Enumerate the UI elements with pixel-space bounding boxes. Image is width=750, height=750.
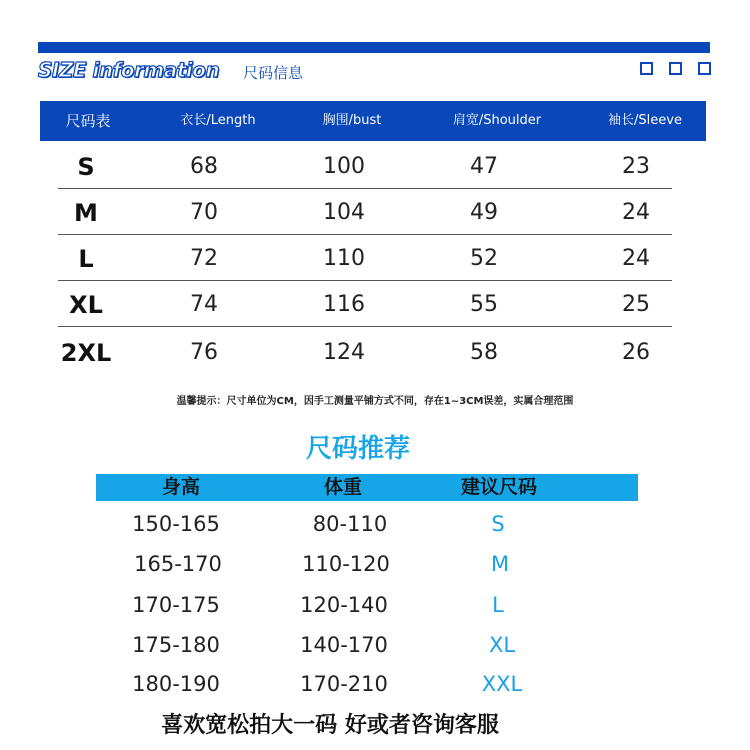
recommend-row <box>96 544 638 584</box>
recommended-size: XL <box>488 633 516 657</box>
size-label: S <box>77 153 95 181</box>
length-value: 70 <box>190 200 218 225</box>
size-information-subtitle: 尺码信息 <box>243 64 304 82</box>
top-accent-bar <box>38 42 710 53</box>
recommended-size: M <box>490 552 510 576</box>
square-icon <box>640 62 653 75</box>
shoulder-value: 47 <box>470 154 498 179</box>
sleeve-value: 26 <box>622 340 650 365</box>
bust-value: 124 <box>323 340 365 365</box>
height-range: 175-180 <box>132 633 220 657</box>
sleeve-value: 24 <box>622 200 650 225</box>
bust-value: 110 <box>323 246 365 271</box>
size-label: L <box>78 245 94 273</box>
table-row <box>58 282 672 328</box>
recommend-row <box>96 585 638 625</box>
height-range: 170-175 <box>132 593 220 617</box>
size-information-logo: SIZE information <box>38 58 220 82</box>
sleeve-value: 24 <box>622 246 650 271</box>
length-value: 74 <box>190 292 218 317</box>
col-header-shoulder: 肩宽/Shoulder <box>452 113 542 128</box>
table-row <box>58 144 672 190</box>
recommend-row <box>96 625 638 665</box>
shoulder-value: 52 <box>470 246 498 271</box>
col-header-weight: 体重 <box>323 476 362 498</box>
shoulder-value: 58 <box>470 340 498 365</box>
sleeve-value: 25 <box>622 292 650 317</box>
recommended-size: XXL <box>481 672 523 696</box>
row-divider <box>58 188 672 189</box>
square-icon <box>698 62 711 75</box>
decorative-squares <box>640 62 711 75</box>
table-row <box>58 190 672 236</box>
col-header-sleeve: 袖长/Sleeve <box>608 113 682 128</box>
col-header-height: 身高 <box>161 476 200 498</box>
recommended-size: S <box>491 512 505 536</box>
col-header-length: 衣长/Length <box>180 113 256 128</box>
recommended-size: L <box>492 593 504 617</box>
recommend-row <box>96 664 638 704</box>
table-row <box>58 236 672 282</box>
col-header-size: 尺码表 <box>65 112 111 130</box>
shoulder-value: 49 <box>470 200 498 225</box>
length-value: 72 <box>190 246 218 271</box>
bust-value: 116 <box>323 292 365 317</box>
weight-range: 170-210 <box>300 672 388 696</box>
weight-range: 80-110 <box>312 512 388 536</box>
row-divider <box>58 280 672 281</box>
shoulder-value: 55 <box>470 292 498 317</box>
weight-range: 110-120 <box>302 552 390 576</box>
col-header-suggested-size: 建议尺码 <box>460 476 537 498</box>
row-divider <box>58 326 672 327</box>
length-value: 76 <box>190 340 218 365</box>
row-divider <box>58 234 672 235</box>
square-icon <box>669 62 682 75</box>
weight-range: 120-140 <box>300 593 388 617</box>
col-header-bust: 胸围/bust <box>322 113 382 128</box>
recommend-row <box>96 504 638 544</box>
measurement-note: 温馨提示：尺寸单位为CM，因手工测量平铺方式不同，存在1~3CM误差，实属合理范围 <box>176 396 574 407</box>
size-label: 2XL <box>60 339 112 367</box>
table-row <box>58 330 672 376</box>
weight-range: 140-170 <box>300 633 388 657</box>
size-table-header <box>40 101 706 141</box>
sleeve-value: 23 <box>622 154 650 179</box>
size-label: M <box>74 199 98 227</box>
footer-advice: 喜欢宽松拍大一码 好或者咨询客服 <box>161 713 499 738</box>
bust-value: 104 <box>323 200 365 225</box>
height-range: 150-165 <box>132 512 220 536</box>
length-value: 68 <box>190 154 218 179</box>
bust-value: 100 <box>323 154 365 179</box>
height-range: 165-170 <box>134 552 222 576</box>
recommend-table-header <box>96 474 638 501</box>
height-range: 180-190 <box>132 672 220 696</box>
size-label: XL <box>69 291 103 319</box>
recommend-title: 尺码推荐 <box>305 434 410 464</box>
